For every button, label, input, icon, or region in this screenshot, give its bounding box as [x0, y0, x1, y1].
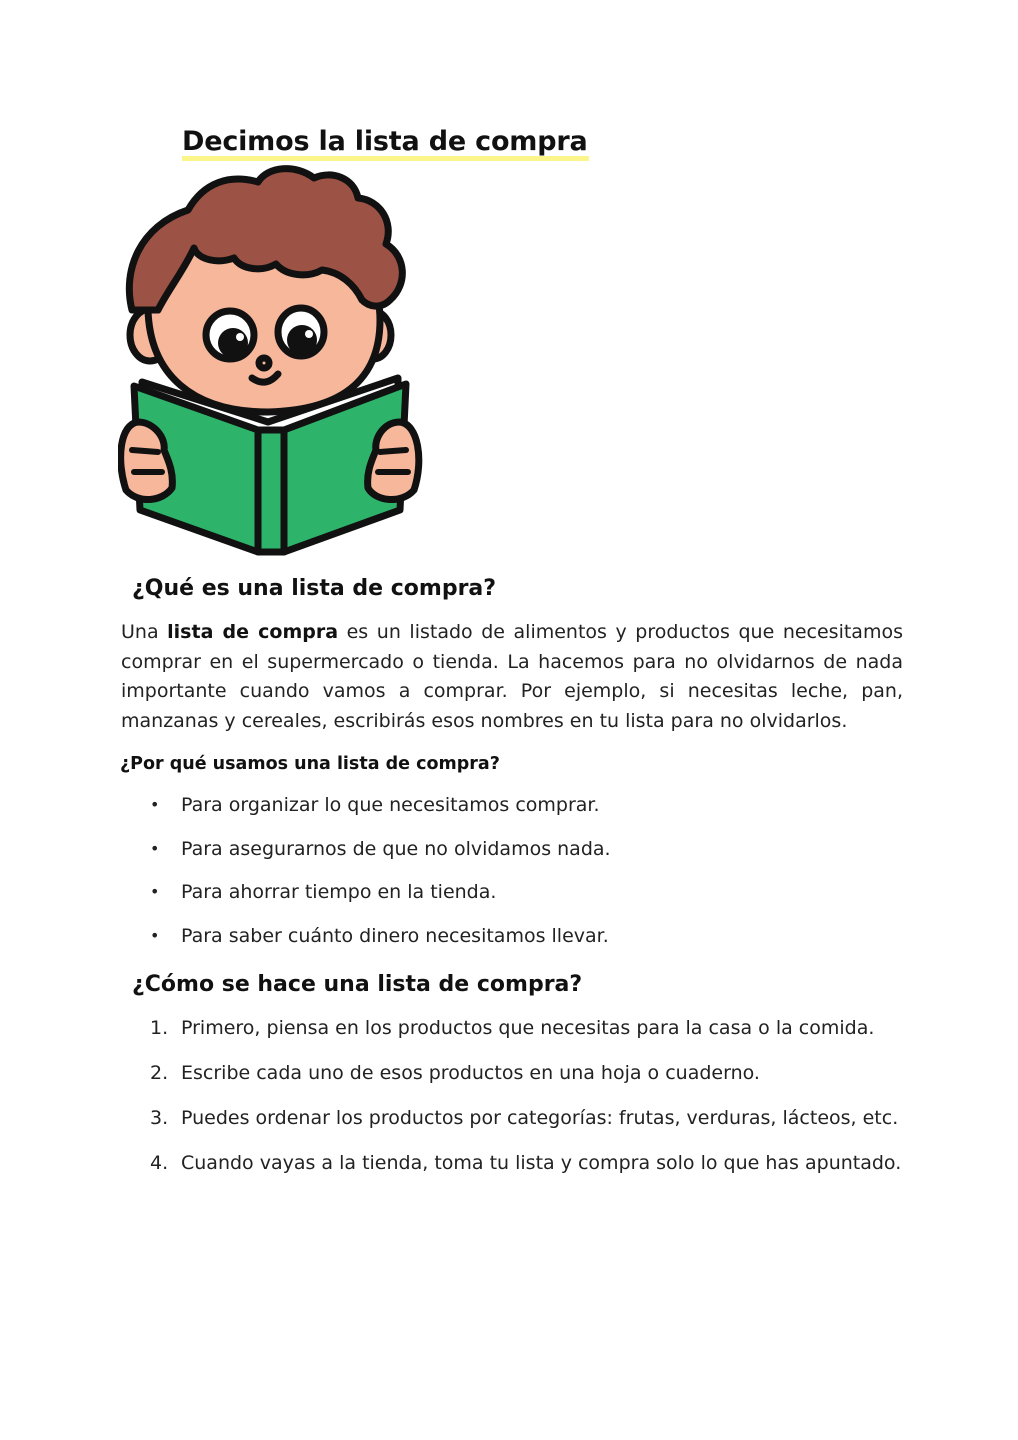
list-item — [150, 834, 910, 878]
list-item-text: Para organizar lo que necesitamos comprar. — [181, 794, 600, 816]
intro-bold-term: lista de compra — [167, 621, 339, 643]
child-reading-book-icon — [118, 160, 428, 560]
step-number: 4. — [150, 1152, 169, 1174]
list-item-text: Para ahorrar tiempo en la tienda. — [181, 881, 497, 903]
step-number: 3. — [150, 1107, 169, 1129]
bullet-icon: • — [150, 882, 160, 901]
how-section-heading: ¿Cómo se hace una lista de compra? — [132, 972, 583, 997]
what-section-heading: ¿Qué es una lista de compra? — [132, 576, 497, 601]
list-item — [150, 877, 910, 921]
step-text: Cuando vayas a la tienda, toma tu lista y compra solo lo que has apuntado. — [181, 1152, 902, 1174]
step-text: Escribe cada uno de esos productos en una hoja o cuaderno. — [181, 1062, 760, 1084]
intro-paragraph — [121, 618, 903, 736]
reasons-list — [150, 790, 910, 964]
page-title: Decimos la lista de compra — [182, 124, 589, 161]
step-item — [150, 1149, 902, 1178]
step-text: Puedes ordenar los productos por categorías: frutas, verduras, lácteos, etc. — [181, 1107, 899, 1129]
steps-list — [150, 1014, 902, 1194]
step-number: 2. — [150, 1062, 169, 1084]
list-item — [150, 790, 910, 834]
bullet-icon: • — [150, 795, 160, 814]
why-section-heading: ¿Por qué usamos una lista de compra? — [120, 754, 500, 774]
step-item — [150, 1059, 902, 1088]
list-item-text: Para asegurarnos de que no olvidamos nada. — [181, 837, 611, 860]
step-item — [150, 1104, 902, 1133]
list-item-text: Para saber cuánto dinero necesitamos llevar. — [181, 924, 609, 947]
list-item — [150, 921, 910, 965]
step-item — [150, 1014, 902, 1043]
step-number: 1. — [150, 1017, 169, 1039]
intro-text-start: Una — [121, 621, 168, 643]
bullet-icon: • — [150, 838, 160, 858]
step-text: Primero, piensa en los productos que necesitas para la casa o la comida. — [181, 1017, 875, 1039]
intro-text-rest: es un listado de alimentos y productos que necesitamos comprar en el supermercado o tienda. La hacemos para no olvidarnos de nada importante cuando vamos a comprar. Por ejemplo, si necesitas leche, pan, manzanas y cereales, escribirás esos nombres en tu lista para no olvidarlos. — [121, 621, 903, 732]
bullet-icon: • — [150, 925, 160, 945]
